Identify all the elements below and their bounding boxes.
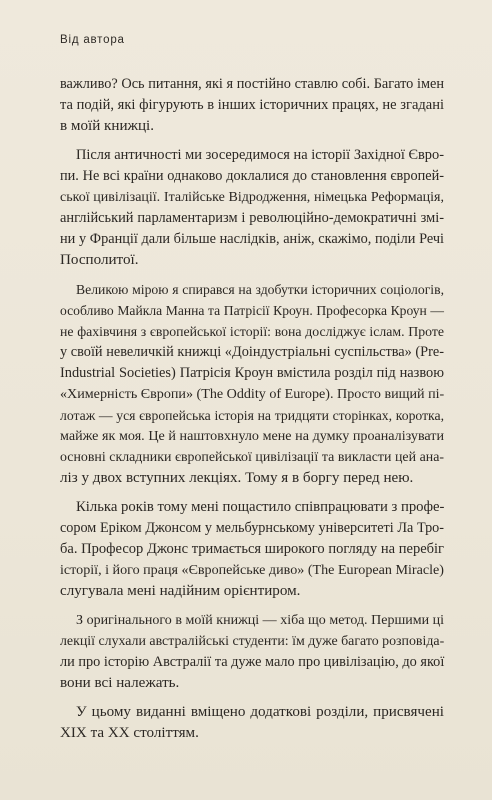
text-line: основні складники європейської цивілізації та викласти цей ана-	[60, 450, 444, 465]
text-line: «Химерність Європи» (The Oddity of Europe). Просто вищий пі-	[60, 386, 445, 402]
text-line: ни у Франції дали більше наслідків, аніж, скажімо, поділи Речі	[60, 231, 444, 247]
paragraph-4	[60, 497, 444, 602]
text-line: ли про історію Австралії та дуже мало про цивілізацію, до якої	[60, 654, 445, 670]
text-line: слугувала мені надійним орієнтиром.	[60, 583, 301, 599]
text-line: не фахівчиня з європейської історії: вона досліджує іслам. Проте	[60, 324, 444, 339]
body-text	[60, 74, 444, 752]
text-line: Кілька років тому мені пощастило співпрацювати з профе-	[76, 499, 445, 515]
text-line: англійський парламентаризм і революційно-демократичні змі-	[60, 210, 444, 226]
text-line: У цьому виданні вміщено додаткові розділи, присвячені	[76, 704, 444, 720]
text-line: Великою мірою я спирався на здобутки історичних соціологів,	[76, 282, 444, 297]
text-line: історії, і його праця «Європейське диво» (The European Miracle)	[60, 562, 444, 578]
text-line: Після античності ми зосередимося на історії Західної Євро-	[76, 147, 444, 163]
text-line: особливо Майкла Манна та Патрісії Кроун. Професорка Кроун —	[60, 303, 444, 318]
paragraph-6	[60, 702, 444, 744]
text-line: у своїй невеличкій книжці «Доіндустріальні суспільства» (Pre-	[60, 344, 444, 360]
text-line: важливо? Ось питання, які я постійно ставлю собі. Багато імен	[60, 76, 444, 92]
text-line: та подій, які фігурують в інших історичних працях, не згадані	[60, 97, 444, 113]
text-line: вони всі належать.	[60, 675, 180, 691]
text-line: сором Еріком Джонсом у мельбурнському університеті Ла Тро-	[60, 520, 444, 536]
text-line: лекції слухали австралійські студенти: їм дуже багато розповіда-	[60, 634, 445, 649]
text-line: пи. Не всі країни однаково доклалися до становлення європей-	[60, 168, 444, 184]
text-line: лотаж — уся європейська історія на тридцяти сторінках, коротка,	[60, 408, 444, 423]
text-line: Industrial Societies) Патрісія Кроун вмістила розділ під назвою	[60, 365, 444, 381]
text-line: Посполитої.	[60, 252, 139, 268]
paragraph-2	[60, 145, 444, 271]
paragraph-5	[60, 610, 444, 694]
text-line: З оригінального в моїй книжці — хіба що метод. Першими ці	[76, 613, 444, 628]
paragraph-1	[60, 74, 444, 137]
text-line: ліз у двох вступних лекціях. Тому я в боргу перед нею.	[60, 470, 414, 486]
running-head: Від автора	[60, 34, 125, 46]
text-line: майже як моя. Це й наштовхнуло мене на думку проаналізувати	[60, 428, 444, 444]
text-line: XIX та XX століттям.	[60, 725, 199, 741]
text-line: в моїй книжці.	[60, 118, 155, 134]
paragraph-3	[60, 279, 444, 489]
text-line: ської цивілізації. Італійське Відродження, німецька Реформація,	[60, 190, 444, 205]
text-line: ба. Професор Джонс тримається широкого погляду на перебіг	[60, 541, 444, 557]
